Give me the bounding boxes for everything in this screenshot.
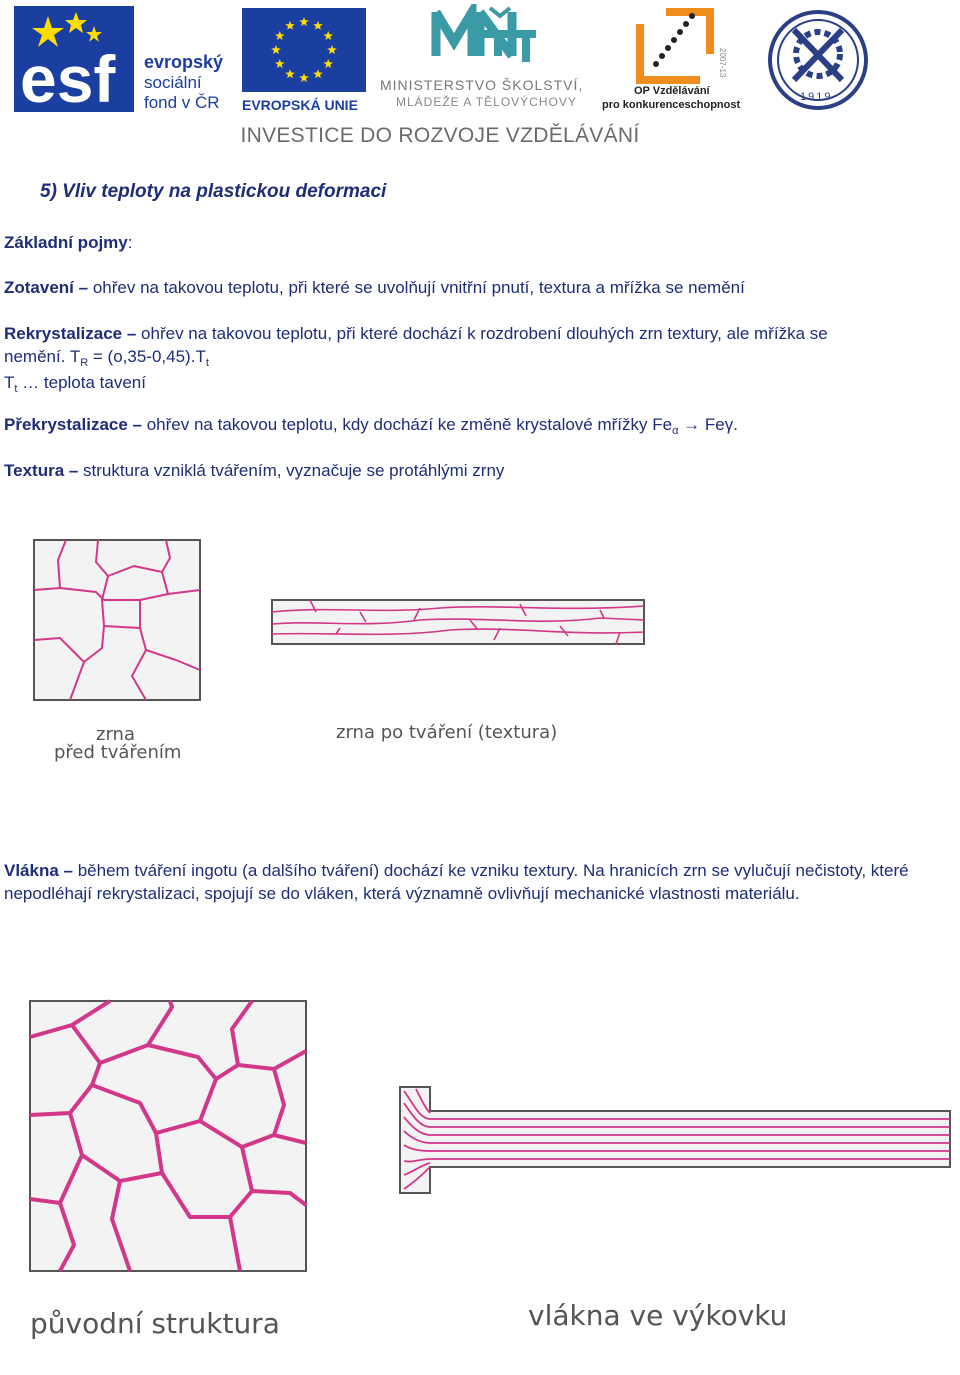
- textura-paragraph: [4, 459, 934, 482]
- subscript-t: t: [205, 357, 209, 369]
- section-title: 5) Vliv teploty na plastickou deformaci: [40, 181, 387, 202]
- basics-colon: :: [127, 233, 133, 252]
- zotaveni-text: ohřev na takovou teplotu, při které se uvolňují vnitřní pnutí, textura a mřížka se nemění: [88, 278, 745, 297]
- prekrystalizace-term: Překrystalizace –: [4, 415, 142, 434]
- msmt-logo: [378, 4, 594, 112]
- esf-text-3: fond v ČR: [144, 93, 220, 112]
- grains-before-forming: [34, 540, 200, 700]
- vlakna-text: během tváření ingotu (a dalšího tváření) dochází ke vzniku textury. Na hranicích zrn se vylučují nečistoty, které nepodléhají rekrystalizaci, spojují se do vláken, která významně ovlivňují mechanické vlastnosti materiálu.: [4, 861, 909, 903]
- investice-banner: [0, 124, 920, 148]
- label-after-forming: zrna po tváření (textura): [336, 722, 558, 743]
- esf-text-1: evropský: [144, 52, 224, 72]
- figure-texture: [0, 500, 960, 800]
- esf-mark: esf: [20, 42, 116, 112]
- eu-flag-logo: [242, 8, 370, 112]
- esf-logo: [14, 6, 236, 112]
- msmt-text-2: MLÁDEŽE A TĚLOVÝCHOVY: [396, 95, 577, 109]
- vlakna-term: Vlákna –: [4, 861, 73, 880]
- tt-definition: … teplota tavení: [17, 373, 146, 392]
- zotaveni-paragraph: [4, 276, 934, 299]
- forging-fibers: [400, 1087, 950, 1193]
- rekrystalizace-text: ohřev na takovou teplotu, při které dochází k rozdrobení dlouhých zrn textury, ale mřížka se nemění. T: [4, 324, 828, 366]
- op-years: 2007-13: [718, 48, 727, 78]
- eu-label: EVROPSKÁ UNIE: [242, 97, 358, 112]
- label-grains: zrna: [96, 724, 135, 745]
- basics-heading: [4, 231, 934, 254]
- rekrystalizace-formula: = (o,35-0,45).T: [88, 347, 206, 366]
- label-before-forming: před tvářením: [54, 742, 182, 763]
- msmt-text-1: MINISTERSTVO ŠKOLSTVÍ,: [380, 77, 584, 93]
- zotaveni-term: Zotavení –: [4, 278, 89, 297]
- figure-fibers: [0, 985, 960, 1365]
- textura-term: Textura –: [4, 461, 79, 480]
- prekrystalizace-text: ohřev na takovou teplotu, kdy dochází ke změně krystalové mřížky Fe: [142, 415, 673, 434]
- op-text-2: pro konkurenceschopnost: [602, 99, 741, 111]
- original-structure: [30, 1001, 306, 1271]
- subscript-alpha: α: [672, 425, 679, 437]
- prekrystalizace-tail: → Feγ.: [678, 415, 738, 434]
- textura-text: struktura vzniklá tvářením, vyznačuje se protáhlými zrny: [78, 461, 505, 480]
- op-vzdelavani-logo: [600, 4, 748, 112]
- rekrystalizace-paragraph: [4, 322, 884, 397]
- school-seal-logo: [766, 8, 870, 112]
- label-forging-fibers: vlákna ve výkovku: [528, 1299, 788, 1332]
- op-text-1: OP Vzdělávání: [634, 85, 710, 97]
- grains-after-forming-bar: [272, 600, 644, 644]
- label-original-structure: původní struktura: [30, 1307, 280, 1340]
- seal-year: 1919: [800, 91, 833, 103]
- tt-symbol: T: [4, 373, 15, 392]
- rekrystalizace-term: Rekrystalizace –: [4, 324, 137, 343]
- subscript-r: R: [80, 357, 89, 369]
- investice-text: INVESTICE DO ROZVOJE VZDĚLÁVÁNÍ: [240, 124, 640, 147]
- vlakna-paragraph: [4, 859, 934, 905]
- tt-subscript: t: [14, 383, 18, 395]
- prekrystalizace-paragraph: [4, 413, 934, 439]
- esf-text-2: sociální: [144, 73, 202, 92]
- basics-label: Základní pojmy: [4, 233, 128, 252]
